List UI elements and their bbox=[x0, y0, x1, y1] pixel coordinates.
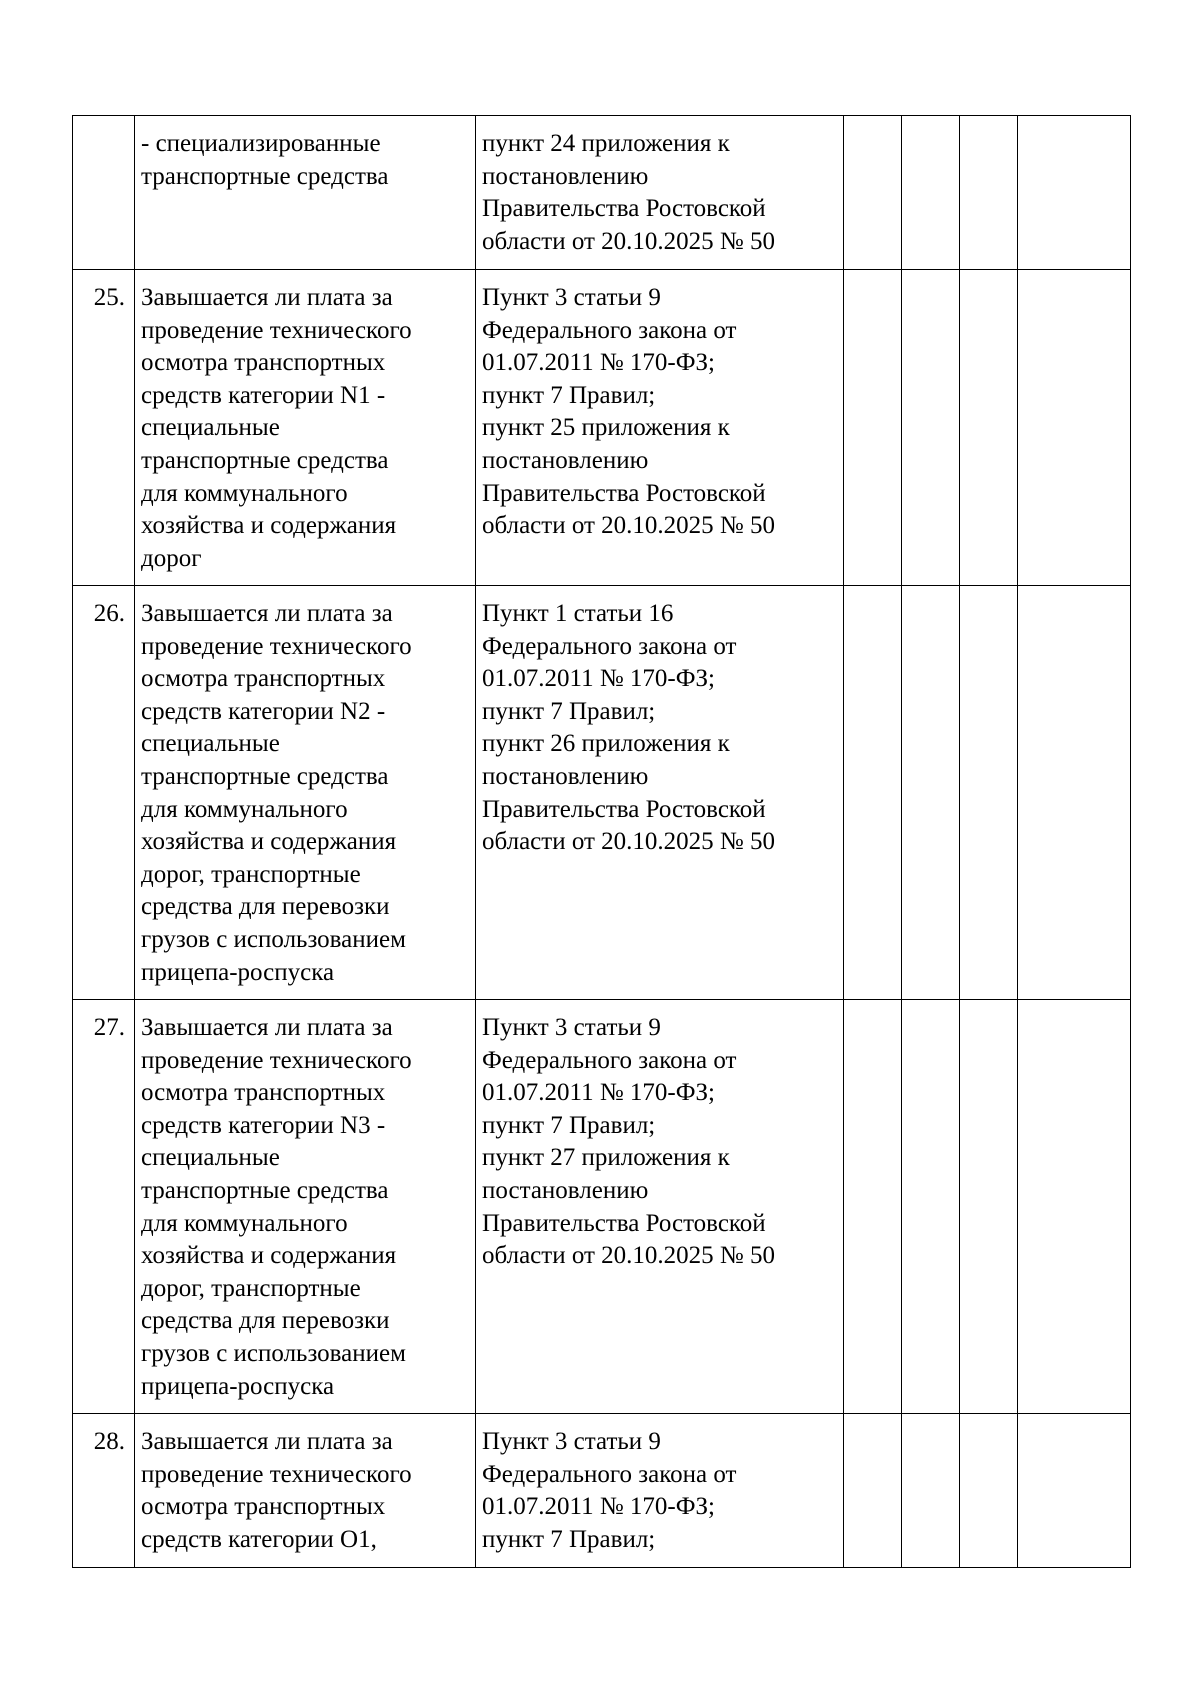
table-row bbox=[73, 1000, 1131, 1414]
note-cell bbox=[1018, 1414, 1131, 1568]
table-row bbox=[73, 586, 1131, 1000]
row-legal-basis: Пункт 3 статьи 9 Федерального закона от 01.07.2011 № 170-ФЗ; пункт 7 Правил; пункт 25 приложения к постановлению Правительства Ростовской области от 20.10.2025 № 50 bbox=[476, 270, 844, 586]
answer-yes-cell bbox=[844, 586, 902, 1000]
row-legal-basis: Пункт 3 статьи 9 Федерального закона от 01.07.2011 № 170-ФЗ; пункт 7 Правил; пункт 27 приложения к постановлению Правительства Ростовской области от 20.10.2025 № 50 bbox=[476, 1000, 844, 1414]
answer-na-cell bbox=[960, 270, 1018, 586]
answer-no-cell bbox=[902, 116, 960, 270]
row-legal-basis: Пункт 1 статьи 16 Федерального закона от 01.07.2011 № 170-ФЗ; пункт 7 Правил; пункт 26 приложения к постановлению Правительства Ростовской области от 20.10.2025 № 50 bbox=[476, 586, 844, 1000]
answer-na-cell bbox=[960, 116, 1018, 270]
note-cell bbox=[1018, 270, 1131, 586]
answer-yes-cell bbox=[844, 1000, 902, 1414]
answer-na-cell bbox=[960, 586, 1018, 1000]
row-number: 28. bbox=[73, 1414, 135, 1568]
note-cell bbox=[1018, 586, 1131, 1000]
table-row bbox=[73, 270, 1131, 586]
row-number: 25. bbox=[73, 270, 135, 586]
note-cell bbox=[1018, 1000, 1131, 1414]
table-row bbox=[73, 116, 1131, 270]
row-question: - специализированные транспортные средства bbox=[135, 116, 476, 270]
answer-yes-cell bbox=[844, 1414, 902, 1568]
answer-na-cell bbox=[960, 1414, 1018, 1568]
answer-na-cell bbox=[960, 1000, 1018, 1414]
row-question: Завышается ли плата за проведение технического осмотра транспортных средств категории N3 - специальные транспортные средства для коммунального хозяйства и содержания дорог, транспортные средства для перевозки грузов с использованием прицепа-роспуска bbox=[135, 1000, 476, 1414]
answer-no-cell bbox=[902, 586, 960, 1000]
answer-yes-cell bbox=[844, 270, 902, 586]
row-number: 26. bbox=[73, 586, 135, 1000]
row-question: Завышается ли плата за проведение технического осмотра транспортных средств категории O1, bbox=[135, 1414, 476, 1568]
answer-yes-cell bbox=[844, 116, 902, 270]
answer-no-cell bbox=[902, 1414, 960, 1568]
row-legal-basis: пункт 24 приложения к постановлению Правительства Ростовской области от 20.10.2025 № 50 bbox=[476, 116, 844, 270]
row-legal-basis: Пункт 3 статьи 9 Федерального закона от 01.07.2011 № 170-ФЗ; пункт 7 Правил; bbox=[476, 1414, 844, 1568]
table-row bbox=[73, 1414, 1131, 1568]
row-number bbox=[73, 116, 135, 270]
answer-no-cell bbox=[902, 1000, 960, 1414]
row-question: Завышается ли плата за проведение технического осмотра транспортных средств категории N1 - специальные транспортные средства для коммунального хозяйства и содержания дорог bbox=[135, 270, 476, 586]
note-cell bbox=[1018, 116, 1131, 270]
row-number: 27. bbox=[73, 1000, 135, 1414]
checklist-table bbox=[72, 115, 1131, 1568]
answer-no-cell bbox=[902, 270, 960, 586]
row-question: Завышается ли плата за проведение технического осмотра транспортных средств категории N2 - специальные транспортные средства для коммунального хозяйства и содержания дорог, транспортные средства для перевозки грузов с использованием прицепа-роспуска bbox=[135, 586, 476, 1000]
